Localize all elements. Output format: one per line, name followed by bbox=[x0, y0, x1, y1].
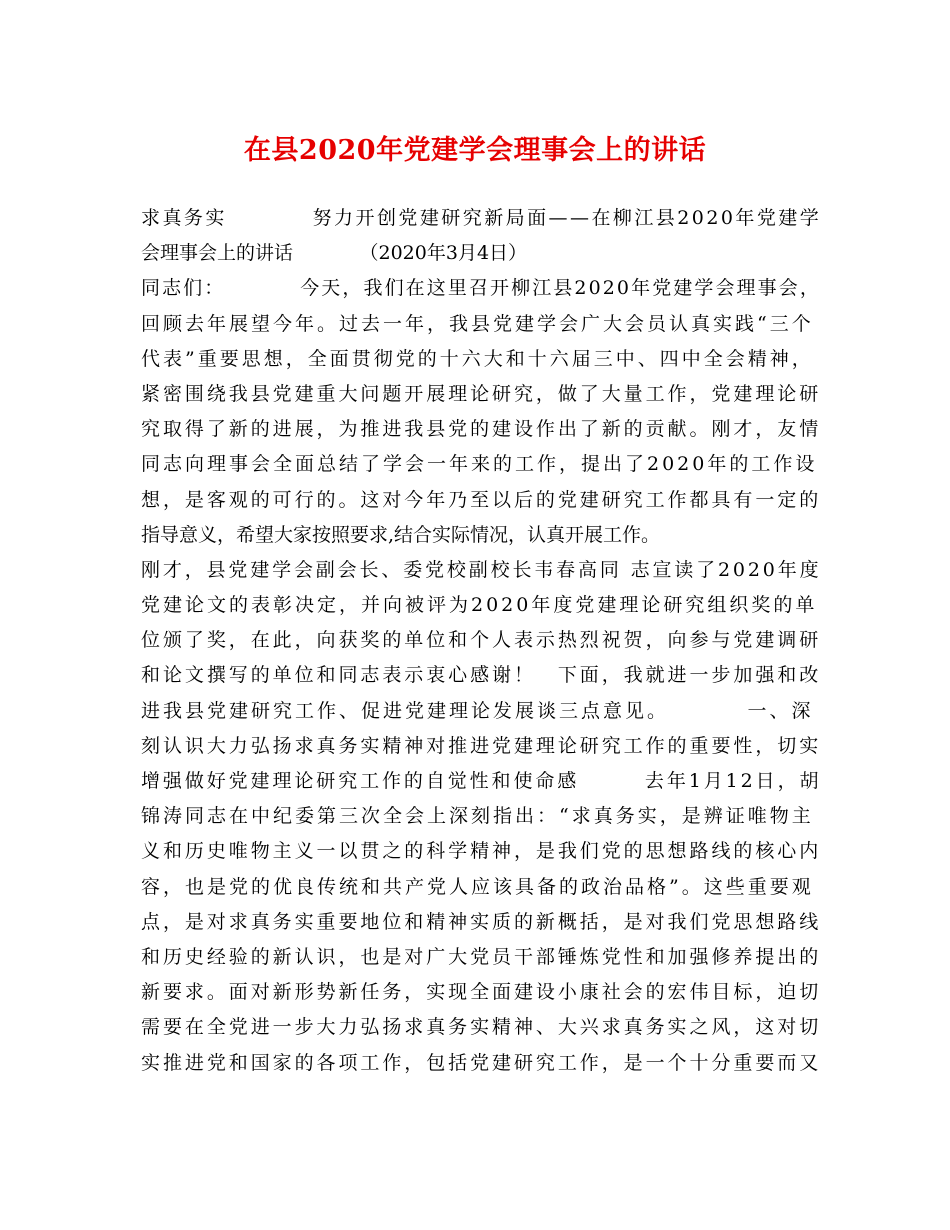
body-line: 点，是对求真务实重要地位和精神实质的新概括，是对我们党思想路线 bbox=[141, 910, 822, 933]
body-line: 容，也是党的优良传统和共产党人应该具备的政治品格”。这些重要观 bbox=[141, 875, 814, 898]
body-line: 指导意义，希望大家按照要求,结合实际情况，认真开展工作。 bbox=[141, 523, 661, 546]
body-line: 需要在全党进一步大力弘扬求真务实精神、大兴求真务实之风，这对切 bbox=[141, 1016, 822, 1039]
body-line: 紧密围绕我县党建重大问题开展理论研究，做了大量工作，党建理论研 bbox=[141, 382, 822, 405]
body-line: 想，是客观的可行的。这对今年乃至以后的党建研究工作都具有一定的 bbox=[141, 488, 822, 511]
body-line: 究取得了新的进展，为推进我县党的建设作出了新的贡献。刚才，友情 bbox=[141, 418, 822, 441]
body-line: 求真务实 努力开创党建研究新局面——在柳江县2020年党建学 bbox=[141, 207, 822, 229]
document-title: 在县2020年党建学会理事会上的讲话 bbox=[243, 135, 707, 166]
body-line: 和历史经验的新认识，也是对广大党员干部锤炼党性和加强修养提出的 bbox=[141, 945, 822, 968]
body-line: 义和历史唯物主义一以贯之的科学精神，是我们党的思想路线的核心内 bbox=[141, 840, 822, 863]
document-body bbox=[141, 201, 821, 1081]
body-line: 进我县党建研究工作、促进党建理论发展谈三点意见。 一、深 bbox=[141, 699, 814, 722]
body-line: 代表”重要思想，全面贯彻党的十六大和十六届三中、四中全会精神， bbox=[141, 347, 814, 370]
body-line: 锦涛同志在中纪委第三次全会上深刻指出：“求真务实，是辨证唯物主 bbox=[141, 805, 814, 828]
body-line: 实推进党和国家的各项工作，包括党建研究工作，是一个十分重要而又 bbox=[141, 1051, 822, 1074]
body-line: 新要求。面对新形势新任务，实现全面建设小康社会的宏伟目标，迫切 bbox=[141, 981, 822, 1004]
body-line: 刚才，县党建学会副会长、委党校副校长韦春高同 志宣读了2020年度 bbox=[141, 558, 822, 581]
body-line: 和论文撰写的单位和同志表示衷心感谢！ 下面，我就进一步加强和改 bbox=[141, 664, 822, 687]
body-line: 回顾去年展望今年。过去一年，我县党建学会广大会员认真实践“三个 bbox=[141, 312, 814, 335]
body-line: 位颁了奖，在此，向获奖的单位和个人表示热烈祝贺，向参与党建调研 bbox=[141, 629, 822, 652]
body-line: 会理事会上的讲话 （2020年3月4日） bbox=[141, 242, 528, 265]
body-line: 同志们： 今天，我们在这里召开柳江县2020年党建学会理事会， bbox=[141, 277, 821, 300]
body-line: 增强做好党建理论研究工作的自觉性和使命感 去年1月12日，胡 bbox=[141, 770, 822, 792]
body-line: 同志向理事会全面总结了学会一年来的工作，提出了2020年的工作设 bbox=[141, 453, 818, 476]
body-line: 党建论文的表彰决定，并向被评为2020年度党建理论研究组织奖的单 bbox=[141, 594, 818, 617]
body-line: 刻认识大力弘扬求真务实精神对推进党建理论研究工作的重要性，切实 bbox=[141, 734, 822, 757]
